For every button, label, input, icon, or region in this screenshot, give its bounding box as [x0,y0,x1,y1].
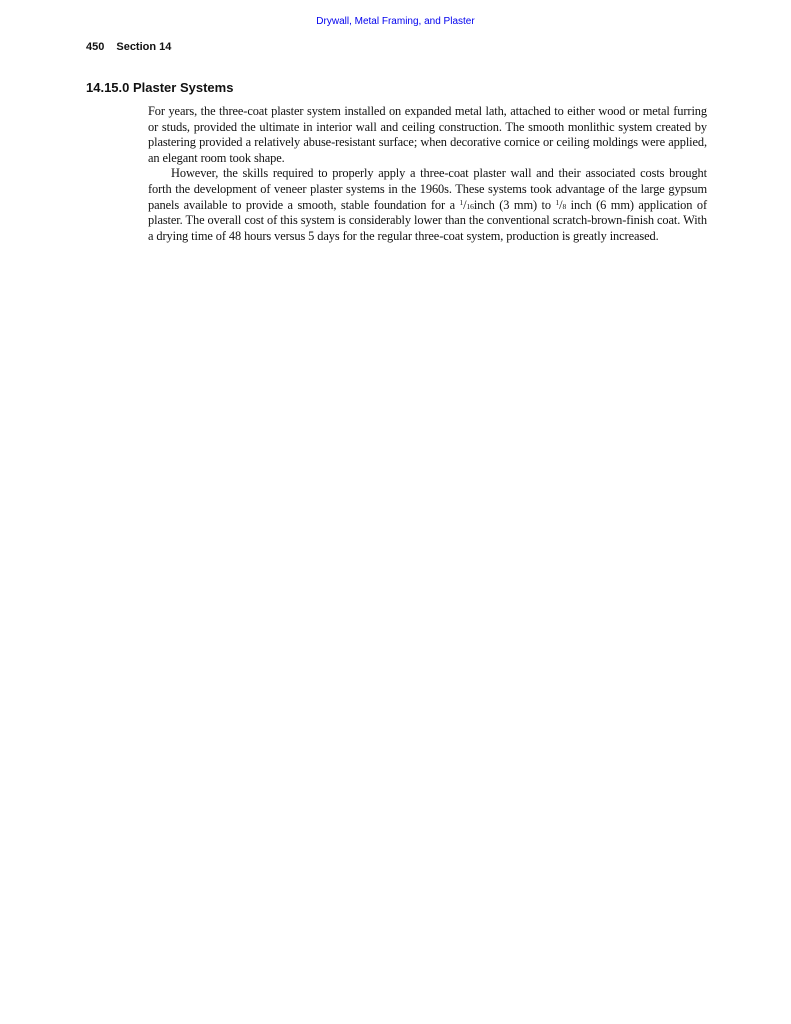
page-meta [86,41,171,53]
paragraph-1: For years, the three-coat plaster system installed on expanded metal lath, attached to either wood or metal furring or studs, provided the ultimate in interior wall and ceiling construction. The smooth monlithic system created by plastering provided a relatively abuse-resistant surface; when decorative cornice or ceiling moldings were applied, an elegant room took shape. [148,104,707,165]
section-heading: 14.15.0 Plaster Systems [86,80,234,95]
running-header [0,16,791,27]
paragraph-2: However, the skills required to properly apply a three-coat plaster wall and their associated costs brought forth the development of veneer plaster systems in the 1960s. These systems took advantage of the large gypsum panels available to provide a smooth, stable foundation for a $^1$/16inch (3 mm) to $^1$/8 inch (6 mm) application of plaster. The overall cost of this system is considerably lower than the conventional scratch-brown-finish coat. With a drying time of 48 hours versus 5 days for the regular three-coat system, production is greatly increased. [148,166,707,243]
body-text [148,104,707,244]
fraction-1-numerator: 1 [459,197,464,207]
running-header-title: Drywall, Metal Framing, and Plaster [316,16,475,27]
paragraph-2-part-a: However, the skills required to properly apply a three-coat plaster wall and their associated costs brought forth the development of veneer plaster systems in the 1960s. These systems took advantage of the large gypsum panels available to provide a smooth, stable foundation for a [148,166,707,212]
paragraph-2-part-c: inch (6 mm) application of plaster. The overall cost of this system is considerably lower than the conventional scratch-brown-finish coat. With a drying time of 48 hours versus 5 days for the regular three-coat system, production is greatly increased. [148,197,707,243]
fraction-1-denominator: 16 [466,201,474,211]
section-label: Section 14 [116,41,172,53]
fraction-2-numerator: 1 [555,197,560,207]
page-number: 450 [86,41,105,53]
fraction-2-denominator: 8 [562,201,567,211]
paragraph-2-part-b: inch (3 mm) to [473,197,556,212]
